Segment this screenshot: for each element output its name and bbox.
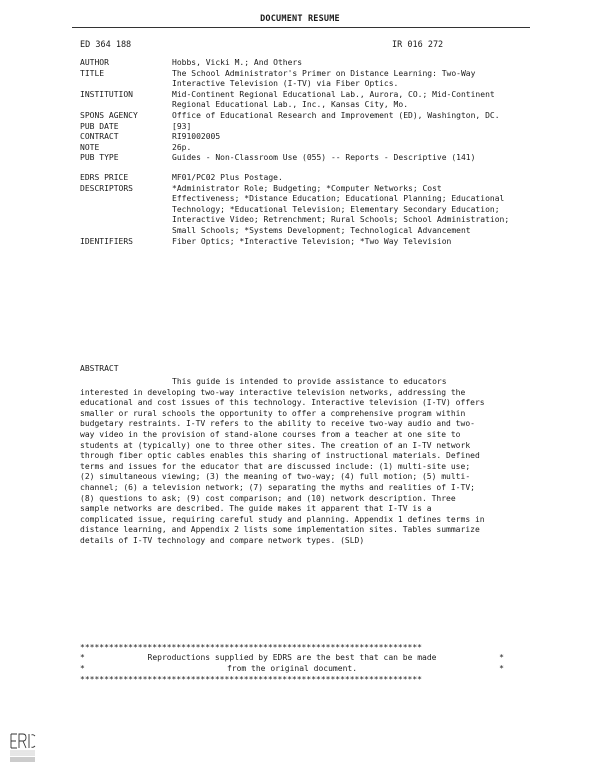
ir-number: IR 016 272 <box>392 40 444 50</box>
notice-border-top: *********************************************************************** <box>80 643 422 652</box>
field-value: *Administrator Role; Budgeting; *Computer Networks; Cost Effectiveness; *Distance Education; Educational Planning; Educational Technology; *Educational Television; Elementary Secondary Education; Interactive Video; Retrenchment; Rural Schools; School Administration; Small Schools; *Systems Development; Technological Advancement <box>172 183 510 235</box>
field-value: [93] <box>172 121 192 131</box>
field-label: CONTRACT <box>80 132 119 142</box>
field-pub-type <box>80 153 510 164</box>
bibliographic-fields <box>80 58 510 247</box>
field-author <box>80 58 510 69</box>
field-label: NOTE <box>80 142 100 152</box>
ed-number: ED 364 188 <box>80 40 132 50</box>
field-contract <box>80 132 510 143</box>
abstract-heading: ABSTRACT <box>80 364 119 373</box>
field-label: SPONS AGENCY <box>80 110 138 120</box>
field-spons-agency <box>80 111 510 122</box>
field-edrs-price <box>80 173 510 184</box>
field-note <box>80 143 510 154</box>
field-label: PUB DATE <box>80 121 119 131</box>
field-label: TITLE <box>80 68 105 78</box>
document-resume-title: DOCUMENT RESUME <box>260 14 340 24</box>
field-value: Hobbs, Vicki M.; And Others <box>172 58 303 67</box>
field-value: 26p. <box>172 142 192 152</box>
field-descriptors <box>80 184 510 237</box>
notice-star: * <box>80 664 85 673</box>
header-divider <box>72 27 530 28</box>
field-value: RI91002005 <box>172 132 221 142</box>
notice-text-2: from the original document. <box>226 664 358 673</box>
field-title <box>80 69 510 90</box>
field-identifiers <box>80 237 510 248</box>
field-value: MF01/PC02 Plus Postage. <box>172 172 283 182</box>
notice-star: * <box>499 664 504 673</box>
notice-text-1: Reproductions supplied by EDRS are the best that can be made <box>147 653 437 662</box>
field-value: Fiber Optics; *Interactive Television; *Two Way Television <box>172 236 452 246</box>
field-label: DESCRIPTORS <box>80 183 133 193</box>
field-value: Guides - Non-Classroom Use (055) -- Reports - Descriptive (141) <box>172 153 476 163</box>
field-pub-date <box>80 122 510 133</box>
field-value: The School Administrator's Primer on Distance Learning: Two-Way Interactive Television (I-TV) via Fiber Optics. <box>172 68 476 89</box>
field-label: EDRS PRICE <box>80 172 129 182</box>
eric-logo <box>8 730 36 764</box>
notice-border-bottom: *********************************************************************** <box>80 675 422 684</box>
field-label: AUTHOR <box>80 58 109 67</box>
notice-star: * <box>80 653 85 662</box>
abstract-body: This guide is intended to provide assistance to educators interested in developing two-way interactive television networks, addressing the educational and cost issues of this technology. Interactive television (I-TV) offers smaller or rural schools the opportunity to offer a comprehensive program within budgetary restraints. I-TV refers to the ability to receive two-way audio and two-way video in the provision of stand-alone courses from a teacher at one site to students at (typically) one to three other sites. The creation of an I-TV network through fiber optic cables enables this sharing of instructional materials. Defined terms and issues for the educator that are discussed include: (1) multi-site use; (2) simultaneous viewing; (3) the meaning of two-way; (4) full motion; (5) multi-channel; (6) a television network; (7) separating the myths and realities of I-TV; (8) questions to ask; (9) cost comparison; and (10) network description. Three sample networks are described. The guide makes it apparent that I-TV is a complicated issue, requiring careful study and planning. Appendix 1 defines terms in distance learning, and Appendix 2 lists some implementation sites. Tables summarize details of I-TV technology and compare network types. (SLD) <box>80 377 485 545</box>
field-institution <box>80 90 510 111</box>
field-label: IDENTIFIERS <box>80 236 133 246</box>
field-label: INSTITUTION <box>80 89 133 99</box>
field-label: PUB TYPE <box>80 153 119 163</box>
notice-star: * <box>499 653 504 662</box>
field-value: Mid-Continent Regional Educational Lab., Aurora, CO.; Mid-Continent Regional Educational Lab., Inc., Kansas City, Mo. <box>172 89 495 110</box>
field-value: Office of Educational Research and Improvement (ED), Washington, DC. <box>172 110 500 120</box>
